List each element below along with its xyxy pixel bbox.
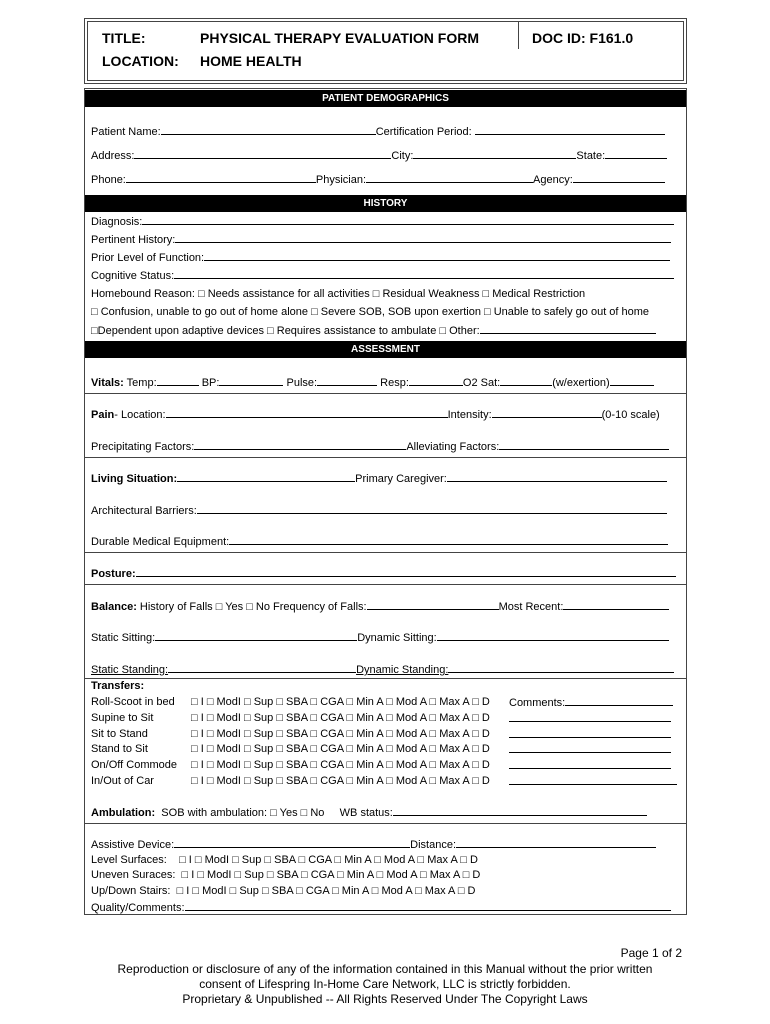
transfer-options[interactable]: □ I □ ModI □ Sup □ SBA □ CGA □ Min A □ Mod A □ Max A □ D bbox=[191, 728, 490, 740]
exertion-label: (w/exertion) bbox=[552, 377, 610, 389]
dme-field[interactable] bbox=[229, 534, 668, 545]
primary-caregiver-field[interactable] bbox=[447, 471, 667, 482]
section-patient-demographics: PATIENT DEMOGRAPHICS bbox=[85, 90, 686, 107]
static-standing-label: Static Standing: bbox=[91, 664, 169, 676]
stairs-label: Up/Down Stairs: bbox=[91, 885, 171, 897]
intensity-label: Intensity: bbox=[447, 409, 492, 421]
assistive-device-label: Assistive Device: bbox=[91, 839, 175, 851]
address-field[interactable] bbox=[134, 148, 391, 159]
pain-label: Pain bbox=[91, 409, 115, 421]
title-box-inner bbox=[87, 21, 684, 81]
pain-location-label: - Location: bbox=[114, 409, 166, 421]
agency-field[interactable] bbox=[573, 172, 665, 183]
dynamic-sitting-field[interactable] bbox=[437, 630, 669, 641]
comments-field[interactable] bbox=[509, 758, 671, 769]
row-phone bbox=[91, 172, 665, 187]
posture-field[interactable] bbox=[136, 566, 676, 577]
title-divider bbox=[518, 22, 519, 49]
pain-location-field[interactable] bbox=[166, 407, 448, 418]
pain-scale-label: (0-10 scale) bbox=[601, 409, 660, 421]
city-field[interactable] bbox=[413, 148, 576, 159]
state-label: State: bbox=[576, 150, 606, 162]
row-balance bbox=[91, 599, 669, 614]
row-transfers-heading bbox=[91, 679, 144, 693]
homebound-reason-line1[interactable]: Homebound Reason: □ Needs assistance for all activities □ Residual Weakness □ Medical Restriction bbox=[91, 288, 586, 300]
dynamic-sitting-label: Dynamic Sitting: bbox=[357, 632, 437, 644]
transfer-label: In/Out of Car bbox=[91, 775, 154, 787]
temp-field[interactable] bbox=[157, 375, 199, 386]
row-address bbox=[91, 148, 667, 163]
transfer-label: Supine to Sit bbox=[91, 712, 154, 724]
row-assistive-device bbox=[91, 837, 656, 852]
static-sitting-label: Static Sitting: bbox=[91, 632, 156, 644]
o2-field[interactable] bbox=[500, 375, 552, 386]
divider bbox=[85, 678, 686, 679]
transfer-comments bbox=[509, 695, 673, 710]
transfer-comment-line bbox=[509, 711, 671, 726]
divider bbox=[85, 393, 686, 394]
falls-history[interactable]: History of Falls □ Yes □ No Frequency of Falls: bbox=[139, 601, 367, 613]
physician-field[interactable] bbox=[366, 172, 533, 183]
row-uneven-surfaces bbox=[91, 868, 480, 882]
uneven-surfaces-label: Uneven Suraces: bbox=[91, 869, 176, 881]
alleviating-field[interactable] bbox=[499, 439, 669, 450]
transfer-options[interactable]: □ I □ ModI □ Sup □ SBA □ CGA □ Min A □ Mod A □ Max A □ D bbox=[191, 696, 490, 708]
title-label: TITLE: bbox=[102, 30, 146, 46]
architectural-field[interactable] bbox=[197, 503, 667, 514]
pertinent-history-label: Pertinent History: bbox=[91, 234, 176, 246]
cognitive-status-label: Cognitive Status: bbox=[91, 270, 175, 282]
section-assessment: ASSESSMENT bbox=[85, 341, 686, 358]
cognitive-status-field[interactable] bbox=[174, 268, 674, 279]
wb-status-label: WB status: bbox=[339, 807, 393, 819]
page-number: Page 1 of 2 bbox=[620, 946, 682, 960]
state-field[interactable] bbox=[605, 148, 667, 159]
footer-line-2: consent of Lifespring In-Home Care Network, LLC is strictly forbidden. bbox=[199, 977, 571, 991]
precipitating-field[interactable] bbox=[194, 439, 406, 450]
row-architectural bbox=[91, 503, 667, 518]
row-static-sitting bbox=[91, 630, 669, 645]
static-standing-field[interactable] bbox=[168, 662, 356, 673]
transfers-label: Transfers: bbox=[91, 680, 145, 692]
quality-comments-label: Quality/Comments: bbox=[91, 902, 185, 914]
certification-period-field[interactable] bbox=[475, 124, 665, 135]
transfer-comment-line bbox=[509, 758, 671, 773]
row-posture bbox=[91, 566, 676, 581]
level-surfaces-options[interactable]: □ I □ ModI □ Sup □ SBA □ CGA □ Min A □ Mod A □ Max A □ D bbox=[179, 854, 478, 866]
transfer-options[interactable]: □ I □ ModI □ Sup □ SBA □ CGA □ Min A □ Mod A □ Max A □ D bbox=[191, 712, 490, 724]
transfer-comment-line bbox=[509, 742, 671, 757]
transfer-label: On/Off Commode bbox=[91, 759, 177, 771]
address-label: Address: bbox=[91, 150, 135, 162]
phone-label: Phone: bbox=[91, 174, 126, 186]
dynamic-standing-field[interactable] bbox=[448, 662, 674, 673]
footer-line-3: Proprietary & Unpublished -- All Rights Reserved Under The Copyright Laws bbox=[182, 992, 588, 1006]
diagnosis-label: Diagnosis: bbox=[91, 216, 143, 228]
most-recent-field[interactable] bbox=[563, 599, 669, 610]
sob-ambulation[interactable]: SOB with ambulation: □ Yes □ No bbox=[161, 807, 325, 819]
location-value: HOME HEALTH bbox=[200, 53, 302, 69]
physician-label: Physician: bbox=[315, 174, 367, 186]
row-quality-comments bbox=[91, 900, 671, 915]
transfer-label: Sit to Stand bbox=[91, 728, 148, 740]
balance-label: Balance: bbox=[91, 601, 137, 613]
footer-line-1: Reproduction or disclosure of any of the information contained in this Manual without the prior written bbox=[117, 962, 653, 976]
agency-label: Agency: bbox=[533, 174, 573, 186]
architectural-label: Architectural Barriers: bbox=[91, 505, 197, 517]
divider bbox=[85, 457, 686, 458]
row-stairs bbox=[91, 884, 475, 898]
location-label: LOCATION: bbox=[102, 53, 179, 69]
row-diagnosis bbox=[91, 214, 674, 229]
row-patient-name bbox=[91, 124, 665, 139]
doc-id: DOC ID: F161.0 bbox=[532, 30, 634, 46]
patient-name-label: Patient Name: bbox=[91, 126, 161, 138]
intensity-field[interactable] bbox=[492, 407, 602, 418]
precipitating-label: Precipitating Factors: bbox=[91, 441, 195, 453]
pertinent-history-field[interactable] bbox=[175, 232, 671, 243]
transfer-label: Roll-Scoot in bed bbox=[91, 696, 175, 708]
comments-field[interactable] bbox=[509, 711, 671, 722]
row-pertinent-history bbox=[91, 232, 671, 247]
pulse-label: Pulse: bbox=[286, 377, 318, 389]
dynamic-standing-label: Dynamic Standing: bbox=[356, 664, 449, 676]
transfer-comment-line bbox=[509, 774, 677, 789]
transfer-options[interactable]: □ I □ ModI □ Sup □ SBA □ CGA □ Min A □ Mod A □ Max A □ D bbox=[191, 775, 490, 787]
transfer-options[interactable]: □ I □ ModI □ Sup □ SBA □ CGA □ Min A □ Mod A □ Max A □ D bbox=[191, 743, 490, 755]
evaluation-form bbox=[84, 88, 687, 915]
homebound-reason-line3[interactable]: □Dependent upon adaptive devices □ Requires assistance to ambulate □ Other: bbox=[91, 325, 480, 337]
patient-name-field[interactable] bbox=[161, 124, 376, 135]
prior-level-field[interactable] bbox=[204, 250, 670, 261]
o2-label: O2 Sat: bbox=[462, 377, 501, 389]
divider bbox=[85, 584, 686, 585]
living-situation-field[interactable] bbox=[177, 471, 355, 482]
comments-label: Comments: bbox=[509, 697, 566, 709]
distance-label: Distance: bbox=[410, 839, 456, 851]
uneven-surfaces-options[interactable]: □ I □ ModI □ Sup □ SBA □ CGA □ Min A □ Mod A □ Max A □ D bbox=[181, 869, 481, 881]
pulse-field[interactable] bbox=[317, 375, 377, 386]
alleviating-label: Alleviating Factors: bbox=[406, 441, 500, 453]
certification-period-label: Certification Period: bbox=[375, 126, 472, 138]
quality-comments-field[interactable] bbox=[185, 900, 671, 911]
exertion-field[interactable] bbox=[610, 375, 654, 386]
dme-label: Durable Medical Equipment: bbox=[91, 536, 230, 548]
row-homebound-line3 bbox=[91, 323, 656, 338]
divider bbox=[85, 823, 686, 824]
section-history: HISTORY bbox=[85, 195, 686, 212]
static-sitting-field[interactable] bbox=[155, 630, 357, 641]
comments-field[interactable] bbox=[509, 774, 677, 785]
row-vitals bbox=[91, 375, 654, 390]
temp-label: Temp: bbox=[126, 377, 157, 389]
comments-field[interactable] bbox=[565, 695, 673, 706]
row-cognitive-status bbox=[91, 268, 674, 283]
homebound-reason-line2[interactable]: □ Confusion, unable to go out of home alone □ Severe SOB, SOB upon exertion □ Unable to safely go out of home bbox=[91, 306, 650, 318]
row-dme bbox=[91, 534, 668, 549]
row-ambulation bbox=[91, 805, 647, 820]
transfer-options[interactable]: □ I □ ModI □ Sup □ SBA □ CGA □ Min A □ Mod A □ Max A □ D bbox=[191, 759, 490, 771]
distance-field[interactable] bbox=[456, 837, 656, 848]
row-factors bbox=[91, 439, 669, 454]
posture-label: Posture: bbox=[91, 568, 136, 580]
transfer-label: Stand to Sit bbox=[91, 743, 148, 755]
prior-level-label: Prior Level of Function: bbox=[91, 252, 205, 264]
vitals-label: Vitals: bbox=[91, 377, 124, 389]
living-situation-label: Living Situation: bbox=[91, 473, 178, 485]
row-level-surfaces bbox=[91, 853, 478, 867]
level-surfaces-label: Level Surfaces: bbox=[91, 854, 167, 866]
row-static-standing bbox=[91, 662, 674, 677]
resp-field[interactable] bbox=[409, 375, 463, 386]
row-prior-level bbox=[91, 250, 670, 265]
ambulation-label: Ambulation: bbox=[91, 807, 156, 819]
wb-status-field[interactable] bbox=[393, 805, 647, 816]
row-living-situation bbox=[91, 471, 667, 486]
row-pain bbox=[91, 407, 660, 422]
resp-label: Resp: bbox=[380, 377, 409, 389]
falls-frequency-field[interactable] bbox=[367, 599, 499, 610]
phone-field[interactable] bbox=[126, 172, 316, 183]
assistive-device-field[interactable] bbox=[174, 837, 410, 848]
bp-label: BP: bbox=[201, 377, 220, 389]
divider bbox=[85, 552, 686, 553]
stairs-options[interactable]: □ I □ ModI □ Sup □ SBA □ CGA □ Min A □ Mod A □ Max A □ D bbox=[176, 885, 476, 897]
diagnosis-field[interactable] bbox=[142, 214, 674, 225]
bp-field[interactable] bbox=[219, 375, 283, 386]
homebound-other-field[interactable] bbox=[480, 323, 656, 334]
city-label: City: bbox=[391, 150, 414, 162]
most-recent-label: Most Recent: bbox=[498, 601, 564, 613]
transfer-comment-line bbox=[509, 727, 671, 742]
title-box bbox=[84, 18, 687, 84]
comments-field[interactable] bbox=[509, 742, 671, 753]
primary-caregiver-label: Primary Caregiver: bbox=[355, 473, 447, 485]
form-title: PHYSICAL THERAPY EVALUATION FORM bbox=[200, 30, 479, 46]
comments-field[interactable] bbox=[509, 727, 671, 738]
